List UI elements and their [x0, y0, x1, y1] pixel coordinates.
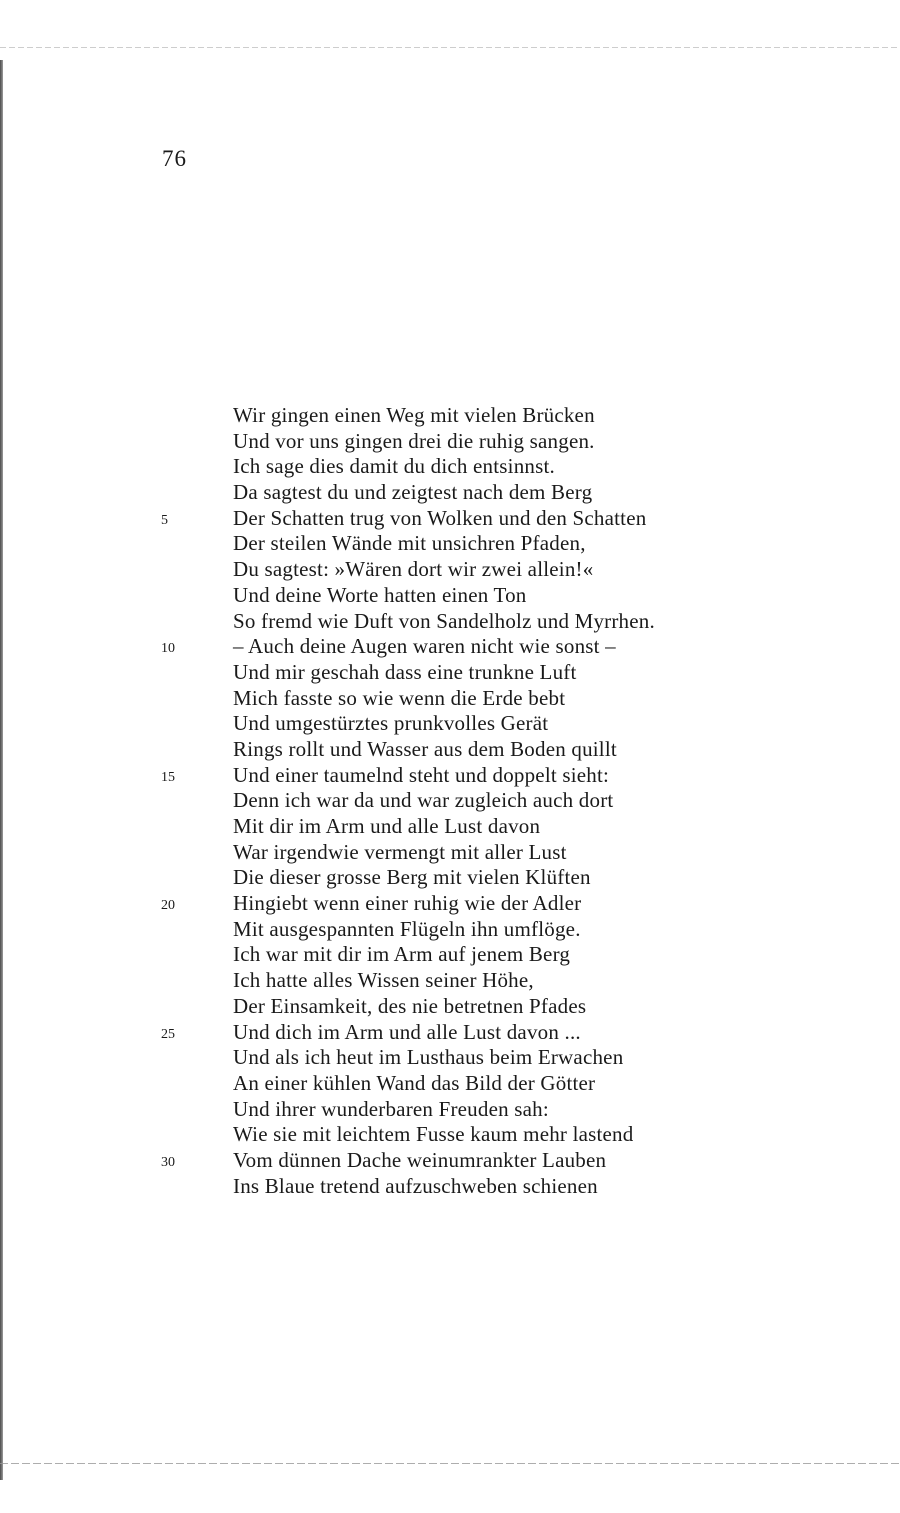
- line-text: Der Schatten trug von Wolken und den Schatten: [233, 505, 647, 530]
- poem-line: [0, 711, 900, 737]
- line-text: Und mir geschah dass eine trunkne Luft: [233, 659, 577, 684]
- line-number: 30: [161, 1154, 175, 1170]
- line-number: 5: [161, 512, 168, 528]
- line-text: Rings rollt und Wasser aus dem Boden quillt: [233, 736, 617, 761]
- line-text: War irgendwie vermengt mit aller Lust: [233, 839, 567, 864]
- poem-line: [0, 1020, 900, 1046]
- line-text: Mit ausgespannten Flügeln ihn umflöge.: [233, 916, 581, 941]
- line-number: 25: [161, 1026, 175, 1042]
- line-text: Ins Blaue tretend aufzuschweben schienen: [233, 1173, 598, 1198]
- poem-line: [0, 403, 900, 429]
- poem-line: [0, 968, 900, 994]
- poem-line: [0, 763, 900, 789]
- line-text: Mit dir im Arm und alle Lust davon: [233, 814, 541, 838]
- line-text: Wie sie mit leichtem Fusse kaum mehr lastend: [233, 1122, 634, 1147]
- line-number: 10: [161, 641, 175, 657]
- poem-line: [0, 1122, 900, 1148]
- poem-line: [0, 480, 900, 506]
- poem-line: [0, 840, 900, 866]
- line-text: Der steilen Wände mit unsichren Pfaden,: [233, 531, 586, 556]
- line-text: Und umgestürztes prunkvolles Gerät: [233, 711, 549, 736]
- line-text: Denn ich war da und war zugleich auch dort: [233, 788, 614, 813]
- poem-line: [0, 891, 900, 917]
- scan-line-top: [0, 47, 900, 48]
- line-text: Die dieser grosse Berg mit vielen Klüften: [233, 865, 591, 890]
- line-text: Ich war mit dir im Arm auf jenem Berg: [233, 942, 571, 967]
- poem-line: [0, 865, 900, 891]
- line-text: Und dich im Arm und alle Lust davon ...: [233, 1019, 581, 1044]
- line-text: Ich sage dies damit du dich entsinnst.: [233, 454, 555, 479]
- line-text: Da sagtest du und zeigtest nach dem Berg: [233, 480, 593, 505]
- poem-line: [0, 506, 900, 532]
- line-number: 20: [161, 898, 175, 914]
- line-text: Und deine Worte hatten einen Ton: [233, 582, 527, 607]
- poem-line: [0, 660, 900, 686]
- line-text: Vom dünnen Dache weinumrankter Lauben: [233, 1147, 607, 1172]
- poem-line: [0, 1071, 900, 1097]
- line-text: Und einer taumelnd steht und doppelt sieht:: [233, 762, 610, 787]
- poem-line: [0, 994, 900, 1020]
- poem-line: [0, 686, 900, 712]
- line-text: Wir gingen einen Weg mit vielen Brücken: [233, 403, 595, 427]
- poem-line: [0, 814, 900, 840]
- line-text: Ich hatte alles Wissen seiner Höhe,: [233, 968, 534, 993]
- scan-line-bottom: [0, 1463, 900, 1464]
- poem-line: [0, 583, 900, 609]
- poem-line: [0, 634, 900, 660]
- line-text: Du sagtest: »Wären dort wir zwei allein!«: [233, 557, 594, 582]
- poem-line: [0, 942, 900, 968]
- poem-line: [0, 917, 900, 943]
- line-text: So fremd wie Duft von Sandelholz und Myrrhen.: [233, 608, 655, 633]
- poem-line: [0, 788, 900, 814]
- poem-line: [0, 1174, 900, 1200]
- line-text: Mich fasste so wie wenn die Erde bebt: [233, 685, 566, 710]
- line-number: 15: [161, 769, 175, 785]
- poem-line: [0, 454, 900, 480]
- poem-line: [0, 557, 900, 583]
- poem-line: [0, 1045, 900, 1071]
- poem: [0, 403, 900, 1199]
- poem-line: [0, 429, 900, 455]
- poem-line: [0, 1148, 900, 1174]
- poem-line: [0, 609, 900, 635]
- line-text: – Auch deine Augen waren nicht wie sonst –: [233, 634, 616, 659]
- line-text: Der Einsamkeit, des nie betretnen Pfades: [233, 993, 587, 1018]
- page-number: 76: [162, 146, 187, 171]
- poem-line: [0, 531, 900, 557]
- line-text: Hingiebt wenn einer ruhig wie der Adler: [233, 891, 582, 916]
- line-text: Und vor uns gingen drei die ruhig sangen.: [233, 428, 595, 453]
- line-text: An einer kühlen Wand das Bild der Götter: [233, 1070, 596, 1095]
- poem-line: [0, 1097, 900, 1123]
- line-text: Und ihrer wunderbaren Freuden sah:: [233, 1096, 549, 1121]
- poem-line: [0, 737, 900, 763]
- line-text: Und als ich heut im Lusthaus beim Erwachen: [233, 1045, 624, 1070]
